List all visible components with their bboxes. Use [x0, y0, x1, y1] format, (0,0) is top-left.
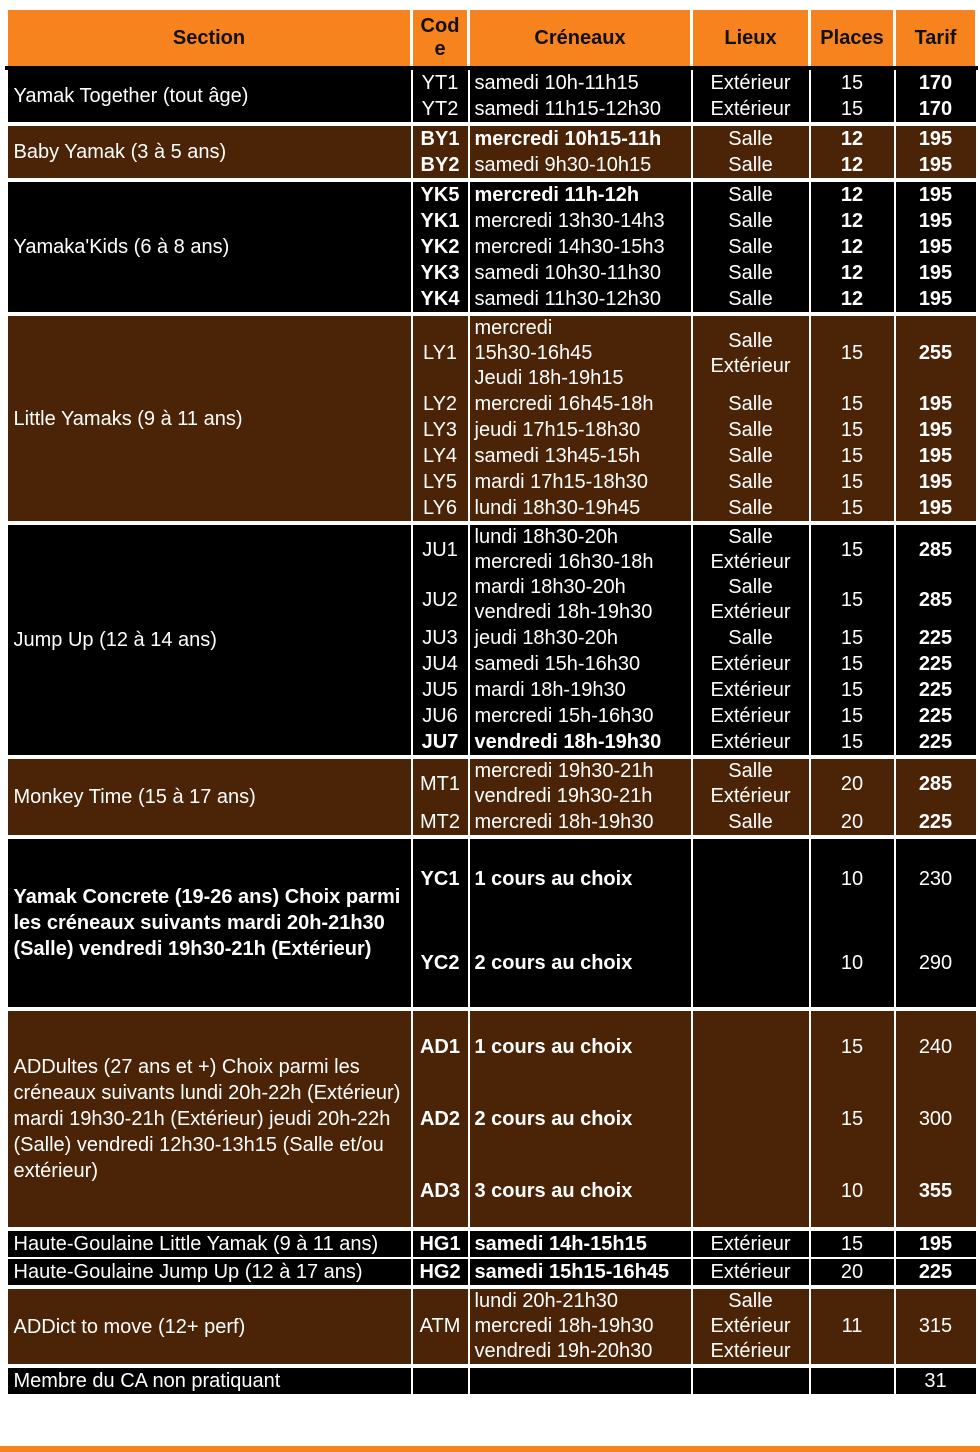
lieux-cell: Salle Extérieur — [692, 575, 810, 625]
code-cell: AD1 — [412, 1009, 469, 1083]
places-cell: 15 — [810, 703, 895, 729]
table-row — [7, 314, 977, 391]
lieux-cell: Salle — [692, 809, 810, 837]
lieux-cell: Salle — [692, 391, 810, 417]
lieux-cell: Salle — [692, 625, 810, 651]
places-cell: 15 — [810, 625, 895, 651]
places-cell: 15 — [810, 1009, 895, 1083]
places-cell: 10 — [810, 837, 895, 919]
code-cell: JU6 — [412, 703, 469, 729]
lieux-cell: Salle — [692, 234, 810, 260]
creneaux-cell: samedi 9h30-10h15 — [469, 152, 692, 180]
tarif-cell: 195 — [895, 1229, 977, 1258]
lieux-cell: Salle Extérieur — [692, 757, 810, 809]
creneaux-cell: mercredi 15h30-16h45 Jeudi 18h-19h15 — [469, 314, 692, 391]
tarif-cell: 195 — [895, 391, 977, 417]
tarif-cell: 195 — [895, 208, 977, 234]
creneaux-cell: 2 cours au choix — [469, 919, 692, 1009]
places-cell: 12 — [810, 286, 895, 314]
tarif-cell: 225 — [895, 729, 977, 757]
creneaux-cell: samedi 11h15-12h30 — [469, 96, 692, 124]
code-cell: LY5 — [412, 469, 469, 495]
code-cell: MT2 — [412, 809, 469, 837]
lieux-cell: Salle — [692, 152, 810, 180]
section-cell: Monkey Time (15 à 17 ans) — [7, 757, 412, 837]
places-cell: 15 — [810, 443, 895, 469]
places-cell: 15 — [810, 495, 895, 523]
code-cell: BY1 — [412, 124, 469, 152]
lieux-cell: Salle — [692, 124, 810, 152]
table-row — [7, 1366, 977, 1394]
code-cell: AD2 — [412, 1083, 469, 1155]
header-code: Cod e — [412, 9, 469, 69]
tarif-cell: 315 — [895, 1287, 977, 1366]
places-cell: 20 — [810, 809, 895, 837]
lieux-cell: Salle — [692, 208, 810, 234]
tarif-cell: 240 — [895, 1009, 977, 1083]
lieux-cell: Salle — [692, 443, 810, 469]
lieux-cell: Salle — [692, 260, 810, 286]
places-cell: 11 — [810, 1287, 895, 1366]
creneaux-cell: samedi 11h30-12h30 — [469, 286, 692, 314]
creneaux-cell: 1 cours au choix — [469, 837, 692, 919]
lieux-cell: Salle — [692, 417, 810, 443]
creneaux-cell: samedi 15h-16h30 — [469, 651, 692, 677]
tarif-cell: 225 — [895, 809, 977, 837]
creneaux-cell: samedi 14h-15h15 — [469, 1229, 692, 1258]
code-cell: YT1 — [412, 68, 469, 96]
places-cell: 15 — [810, 68, 895, 96]
code-cell: ATM — [412, 1287, 469, 1366]
lieux-cell: Extérieur — [692, 703, 810, 729]
code-cell: JU4 — [412, 651, 469, 677]
tarif-cell: 31 — [895, 1366, 977, 1394]
lieux-cell: Salle — [692, 286, 810, 314]
creneaux-cell: mercredi 11h-12h — [469, 180, 692, 208]
creneaux-cell: mercredi 13h30-14h3 — [469, 208, 692, 234]
tarif-cell: 195 — [895, 260, 977, 286]
lieux-cell: Salle — [692, 469, 810, 495]
section-cell: ADDict to move (12+ perf) — [7, 1287, 412, 1366]
places-cell: 12 — [810, 260, 895, 286]
lieux-cell: Extérieur — [692, 677, 810, 703]
table-row — [7, 1258, 977, 1287]
header-places: Places — [810, 9, 895, 69]
section-cell: Little Yamaks (9 à 11 ans) — [7, 314, 412, 523]
places-cell: 10 — [810, 919, 895, 1009]
table-row — [7, 180, 977, 208]
creneaux-cell — [469, 1366, 692, 1394]
code-cell: HG2 — [412, 1258, 469, 1287]
places-cell: 15 — [810, 575, 895, 625]
section-cell: Membre du CA non pratiquant — [7, 1366, 412, 1394]
lieux-cell: Extérieur — [692, 1229, 810, 1258]
creneaux-cell: 3 cours au choix — [469, 1155, 692, 1229]
tarif-cell: 230 — [895, 837, 977, 919]
code-cell: LY2 — [412, 391, 469, 417]
places-cell: 20 — [810, 1258, 895, 1287]
places-cell: 15 — [810, 469, 895, 495]
tarif-cell: 195 — [895, 180, 977, 208]
tarif-cell: 255 — [895, 314, 977, 391]
places-cell: 12 — [810, 180, 895, 208]
creneaux-cell: mercredi 15h-16h30 — [469, 703, 692, 729]
tarif-cell: 290 — [895, 919, 977, 1009]
lieux-cell: Extérieur — [692, 729, 810, 757]
code-cell: YK4 — [412, 286, 469, 314]
lieux-cell: Extérieur — [692, 1258, 810, 1287]
table-row — [7, 523, 977, 575]
table-row — [7, 837, 977, 919]
code-cell: YK2 — [412, 234, 469, 260]
code-cell: YK1 — [412, 208, 469, 234]
lieux-cell: Salle Extérieur — [692, 314, 810, 391]
code-cell: YK5 — [412, 180, 469, 208]
creneaux-cell: lundi 18h30-20h mercredi 16h30-18h — [469, 523, 692, 575]
places-cell: 20 — [810, 757, 895, 809]
creneaux-cell: 1 cours au choix — [469, 1009, 692, 1083]
schedule-table — [5, 7, 978, 1394]
code-cell: LY4 — [412, 443, 469, 469]
tarif-cell: 285 — [895, 575, 977, 625]
tarif-cell: 195 — [895, 234, 977, 260]
code-cell: JU5 — [412, 677, 469, 703]
code-cell: JU1 — [412, 523, 469, 575]
creneaux-cell: mardi 18h-19h30 — [469, 677, 692, 703]
code-cell: HG1 — [412, 1229, 469, 1258]
creneaux-cell: mercredi 16h45-18h — [469, 391, 692, 417]
header-tarif: Tarif — [895, 9, 977, 69]
lieux-cell: Extérieur — [692, 96, 810, 124]
section-cell: Haute-Goulaine Jump Up (12 à 17 ans) — [7, 1258, 412, 1287]
code-cell: YC2 — [412, 919, 469, 1009]
tarif-cell: 195 — [895, 495, 977, 523]
table-row — [7, 68, 977, 96]
code-cell: LY3 — [412, 417, 469, 443]
places-cell: 15 — [810, 523, 895, 575]
creneaux-cell: mercredi 19h30-21h vendredi 19h30-21h — [469, 757, 692, 809]
lieux-cell — [692, 1155, 810, 1229]
tarif-cell: 170 — [895, 96, 977, 124]
section-cell: Jump Up (12 à 14 ans) — [7, 523, 412, 757]
tarif-cell: 195 — [895, 152, 977, 180]
code-cell: JU2 — [412, 575, 469, 625]
creneaux-cell: mercredi 10h15-11h — [469, 124, 692, 152]
section-cell: Yamaka'Kids (6 à 8 ans) — [7, 180, 412, 314]
creneaux-cell: jeudi 18h30-20h — [469, 625, 692, 651]
code-cell: AD3 — [412, 1155, 469, 1229]
lieux-cell: Salle — [692, 180, 810, 208]
creneaux-cell: mercredi 14h30-15h3 — [469, 234, 692, 260]
section-cell: Yamak Concrete (19-26 ans) Choix parmi les créneaux suivants mardi 20h-21h30 (Salle) vendredi 19h30-21h (Extérieur) — [7, 837, 412, 1009]
code-cell: JU3 — [412, 625, 469, 651]
lieux-cell: Salle — [692, 495, 810, 523]
table-row — [7, 757, 977, 809]
code-cell — [412, 1366, 469, 1394]
lieux-cell: Extérieur — [692, 68, 810, 96]
creneaux-cell: mercredi 18h-19h30 — [469, 809, 692, 837]
section-cell: Haute-Goulaine Little Yamak (9 à 11 ans) — [7, 1229, 412, 1258]
header-lieux: Lieux — [692, 9, 810, 69]
creneaux-cell: samedi 15h15-16h45 — [469, 1258, 692, 1287]
places-cell: 15 — [810, 391, 895, 417]
places-cell: 10 — [810, 1155, 895, 1229]
header-section: Section — [7, 9, 412, 69]
tarif-cell: 225 — [895, 651, 977, 677]
code-cell: MT1 — [412, 757, 469, 809]
tarif-cell: 195 — [895, 443, 977, 469]
tarif-cell: 300 — [895, 1083, 977, 1155]
bottom-orange-strip — [0, 1446, 980, 1452]
places-cell: 15 — [810, 96, 895, 124]
creneaux-cell: jeudi 17h15-18h30 — [469, 417, 692, 443]
places-cell: 15 — [810, 677, 895, 703]
tarif-cell: 285 — [895, 757, 977, 809]
tarif-cell: 225 — [895, 677, 977, 703]
creneaux-cell: mardi 18h30-20h vendredi 18h-19h30 — [469, 575, 692, 625]
creneaux-cell: lundi 18h30-19h45 — [469, 495, 692, 523]
header-row — [7, 9, 977, 69]
code-cell: YK3 — [412, 260, 469, 286]
lieux-cell — [692, 1083, 810, 1155]
creneaux-cell: lundi 20h-21h30 mercredi 18h-19h30 vendredi 19h-20h30 — [469, 1287, 692, 1366]
section-cell: ADDultes (27 ans et +) Choix parmi les créneaux suivants lundi 20h-22h (Extérieur) mardi 19h30-21h (Extérieur) jeudi 20h-22h (Salle) vendredi 12h30-13h15 (Salle et/ou extérieur) — [7, 1009, 412, 1229]
table-row — [7, 1229, 977, 1258]
lieux-cell — [692, 1366, 810, 1394]
code-cell: LY6 — [412, 495, 469, 523]
lieux-cell: Salle Extérieur — [692, 523, 810, 575]
creneaux-cell: samedi 10h30-11h30 — [469, 260, 692, 286]
section-cell: Yamak Together (tout âge) — [7, 68, 412, 124]
code-cell: YT2 — [412, 96, 469, 124]
places-cell: 15 — [810, 651, 895, 677]
tarif-cell: 285 — [895, 523, 977, 575]
places-cell: 12 — [810, 208, 895, 234]
places-cell: 15 — [810, 1083, 895, 1155]
places-cell: 15 — [810, 729, 895, 757]
code-cell: YC1 — [412, 837, 469, 919]
creneaux-cell: vendredi 18h-19h30 — [469, 729, 692, 757]
table-row — [7, 1009, 977, 1083]
lieux-cell — [692, 1009, 810, 1083]
section-cell: Baby Yamak (3 à 5 ans) — [7, 124, 412, 180]
tarif-cell: 225 — [895, 625, 977, 651]
creneaux-cell: 2 cours au choix — [469, 1083, 692, 1155]
table-row — [7, 124, 977, 152]
lieux-cell: Salle Extérieur Extérieur — [692, 1287, 810, 1366]
table-row — [7, 1287, 977, 1366]
tarif-cell: 195 — [895, 286, 977, 314]
code-cell: JU7 — [412, 729, 469, 757]
tarif-cell: 355 — [895, 1155, 977, 1229]
places-cell: 15 — [810, 1229, 895, 1258]
lieux-cell — [692, 837, 810, 919]
tarif-cell: 170 — [895, 68, 977, 96]
tarif-cell: 195 — [895, 469, 977, 495]
tarif-cell: 225 — [895, 1258, 977, 1287]
creneaux-cell: samedi 13h45-15h — [469, 443, 692, 469]
places-cell: 12 — [810, 234, 895, 260]
places-cell — [810, 1366, 895, 1394]
creneaux-cell: samedi 10h-11h15 — [469, 68, 692, 96]
tarif-cell: 225 — [895, 703, 977, 729]
tarif-cell: 195 — [895, 417, 977, 443]
places-cell: 12 — [810, 152, 895, 180]
creneaux-cell: mardi 17h15-18h30 — [469, 469, 692, 495]
header-creneaux: Créneaux — [469, 9, 692, 69]
tarif-cell: 195 — [895, 124, 977, 152]
code-cell: LY1 — [412, 314, 469, 391]
places-cell: 15 — [810, 417, 895, 443]
places-cell: 12 — [810, 124, 895, 152]
code-cell: BY2 — [412, 152, 469, 180]
lieux-cell — [692, 919, 810, 1009]
places-cell: 15 — [810, 314, 895, 391]
lieux-cell: Extérieur — [692, 651, 810, 677]
